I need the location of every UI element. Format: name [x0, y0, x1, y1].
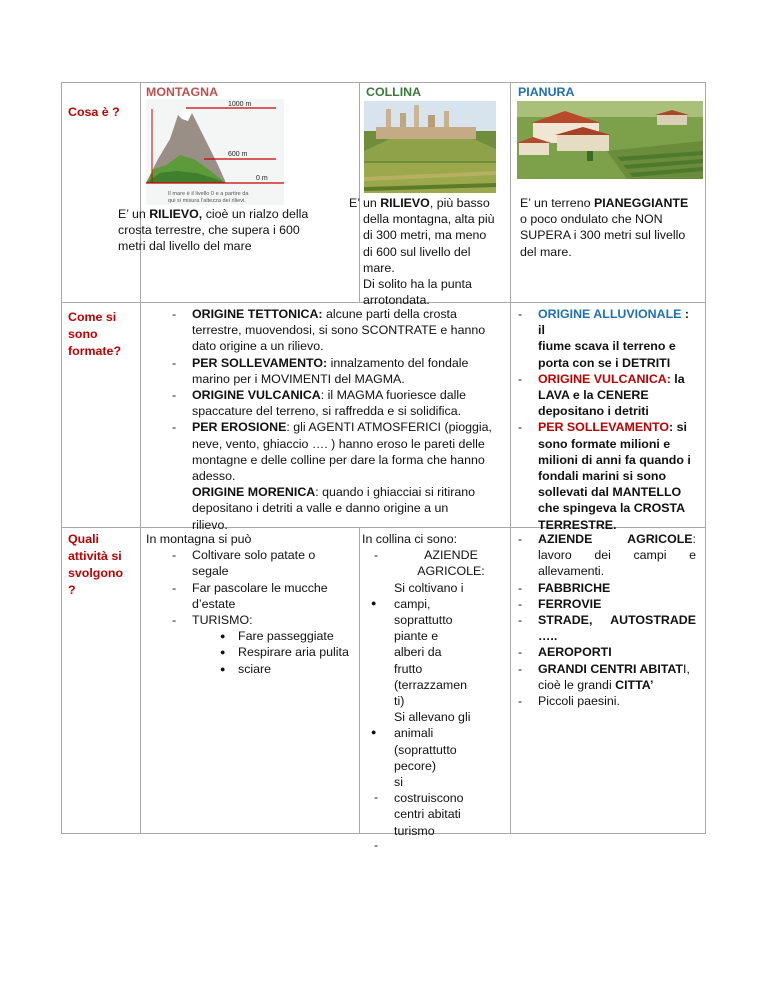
- row-label-quali: Quali attività si svolgono ?: [68, 532, 124, 597]
- collina-attivita: In collina ci sono: - ● ● - - AZIENDE AGRICOLE: Si coltivano i campi, soprattutto piante e alberi da frutto (terrazzamen ti) Si allevano gli animali (soprattutto pecore) si costruiscono centri abitati turismo: [362, 532, 485, 853]
- origine-tettonica: - ORIGINE TETTONICA: alcune parti della crosta terrestre, muovendosi, si sono SCONTRATE e hanno dato origine a un rilievo.: [172, 307, 486, 354]
- header-collina: COLLINA: [366, 85, 422, 99]
- origine-erosione: - PER EROSIONE: gli AGENTI ATMOSFERICI (pioggia, neve, vento, ghiaccio …. ) hanno eroso le pareti delle montagne e delle colline per dare la forma che hanno adesso.: [172, 420, 492, 484]
- label-0m: 0 m: [256, 175, 268, 182]
- row-label-cosa: Cosa è ?: [68, 105, 120, 119]
- pianura-origine-alluvionale: - ORIGINE ALLUVIONALE : il fiume scava il terreno e porta con se i DETRITI: [518, 307, 689, 370]
- image-caption-1: Il mare è il livello 0 e a partire da: [168, 191, 249, 197]
- row-label-come: Come si sono formate?: [68, 310, 122, 358]
- pianura-origine-vulcanica: - ORIGINE VULCANICA: la LAVA e la CENERE depositano i detriti: [518, 371, 685, 419]
- pianura-definition: E’ un terreno PIANEGGIANTE o poco ondulato che NON SUPERA i 300 metri sul livello del mare.: [520, 196, 689, 259]
- origine-sollevamento: - PER SOLLEVAMENTO: innalzamento del fondale marino per i MOVIMENTI del MAGMA.: [172, 355, 469, 386]
- image-caption-2: qui si misura l'altezza dei rilievi.: [168, 198, 246, 204]
- pianura-origine-sollevamento: - PER SOLLEVAMENTO: si sono formate milioni e milioni di anni fa quando i fondali marini si sono sollevati dal MANTELLO che spingeva la CROSTA TERRESTRE.: [518, 420, 691, 532]
- label-1000m: 1000 m: [228, 101, 252, 108]
- plain-farm-image: [517, 101, 703, 179]
- montagna-definition: E’ un RILIEVO, cioè un rialzo della crosta terrestre, che supera i 600 metri dal livello del mare: [118, 207, 309, 254]
- collina-definition: E’ un RILIEVO, più basso della montagna, alta più di 300 metri, ma meno di 600 sul livello del mare. Di solito ha la punta arrotondata.: [349, 196, 495, 308]
- header-montagna: MONTAGNA: [146, 85, 219, 99]
- mountain-diagram-image: [146, 99, 284, 205]
- header-pianura: PIANURA: [518, 85, 575, 99]
- origine-morenica: ORIGINE MORENICA: quando i ghiacciai si ritirano depositano i detriti a valle e danno origine a un rilievo.: [192, 485, 476, 532]
- origine-vulcanica: - ORIGINE VULCANICA: il MAGMA fuoriesce dalle spaccature del terreno, si raffredda e si solidifica.: [172, 388, 467, 419]
- label-600m: 600 m: [228, 151, 248, 158]
- pianura-origini-list: [518, 306, 696, 533]
- montagna-attivita: In montagna si può - Coltivare solo patate o segale - Far pascolare le mucche d’estate - TURISMO: ● Fare passeggiate ● Respirare aria pulita ● sciare: [146, 532, 349, 676]
- pianura-attivita: - AZIENDE AGRICOLE: lavoro dei campi e allevamenti. - FABBRICHE - FERROVIE - STRADE, AUTOSTRADE ….. - AEROPORTI - GRANDI CENTRI ABITATI, cioè le grandi CITTA’ - Piccoli paesini.: [518, 532, 696, 709]
- hill-town-image: [364, 101, 496, 193]
- origini-list: [172, 306, 504, 533]
